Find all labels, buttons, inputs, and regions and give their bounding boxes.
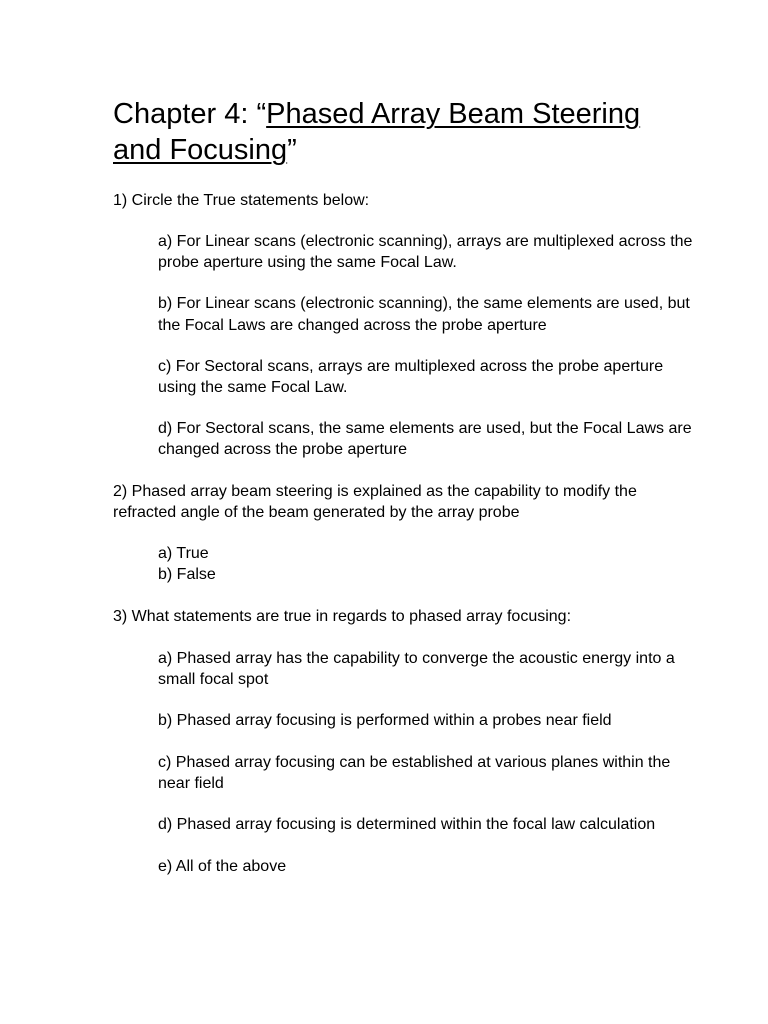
title-suffix: ” <box>287 134 297 166</box>
chapter-title <box>113 96 733 168</box>
q1-option-d-line-1: d) For Sectoral scans, the same elements are used, but the Focal Laws are <box>158 420 692 437</box>
q1-option-d-line-2: changed across the probe aperture <box>158 441 408 458</box>
title-underlined-line-1: Phased Array Beam Steering <box>266 98 641 130</box>
title-underlined-line-2: and Focusing <box>113 134 288 166</box>
q3-option-c-line-1: c) Phased array focusing can be established at various planes within the <box>158 754 671 771</box>
q3-option-e: e) All of the above <box>158 858 287 875</box>
q1-option-c-line-2: using the same Focal Law. <box>158 379 348 396</box>
q1-option-b-line-2: the Focal Laws are changed across the probe aperture <box>158 317 547 334</box>
q1-option-c-line-1: c) For Sectoral scans, arrays are multiplexed across the probe aperture <box>158 358 664 375</box>
question-3-prompt: 3) What statements are true in regards to phased array focusing: <box>113 608 572 625</box>
q2-option-b: b) False <box>158 566 216 583</box>
q1-option-a-line-1: a) For Linear scans (electronic scanning), arrays are multiplexed across the <box>158 233 693 250</box>
title-prefix: Chapter 4: “ <box>113 98 267 130</box>
q3-option-a-line-1: a) Phased array has the capability to converge the acoustic energy into a <box>158 650 675 667</box>
q1-option-a-line-2: probe aperture using the same Focal Law. <box>158 254 457 271</box>
q1-option-b-line-1: b) For Linear scans (electronic scanning), the same elements are used, but <box>158 295 690 312</box>
q3-option-d: d) Phased array focusing is determined within the focal law calculation <box>158 816 656 833</box>
q3-option-a-line-2: small focal spot <box>158 671 269 688</box>
question-2-prompt-line-2: refracted angle of the beam generated by the array probe <box>113 504 520 521</box>
q3-option-c-line-2: near field <box>158 775 224 792</box>
question-2-prompt-line-1: 2) Phased array beam steering is explained as the capability to modify the <box>113 483 637 500</box>
q3-option-b: b) Phased array focusing is performed within a probes near field <box>158 712 612 729</box>
q2-option-a: a) True <box>158 545 209 562</box>
question-1-prompt: 1) Circle the True statements below: <box>113 192 370 209</box>
